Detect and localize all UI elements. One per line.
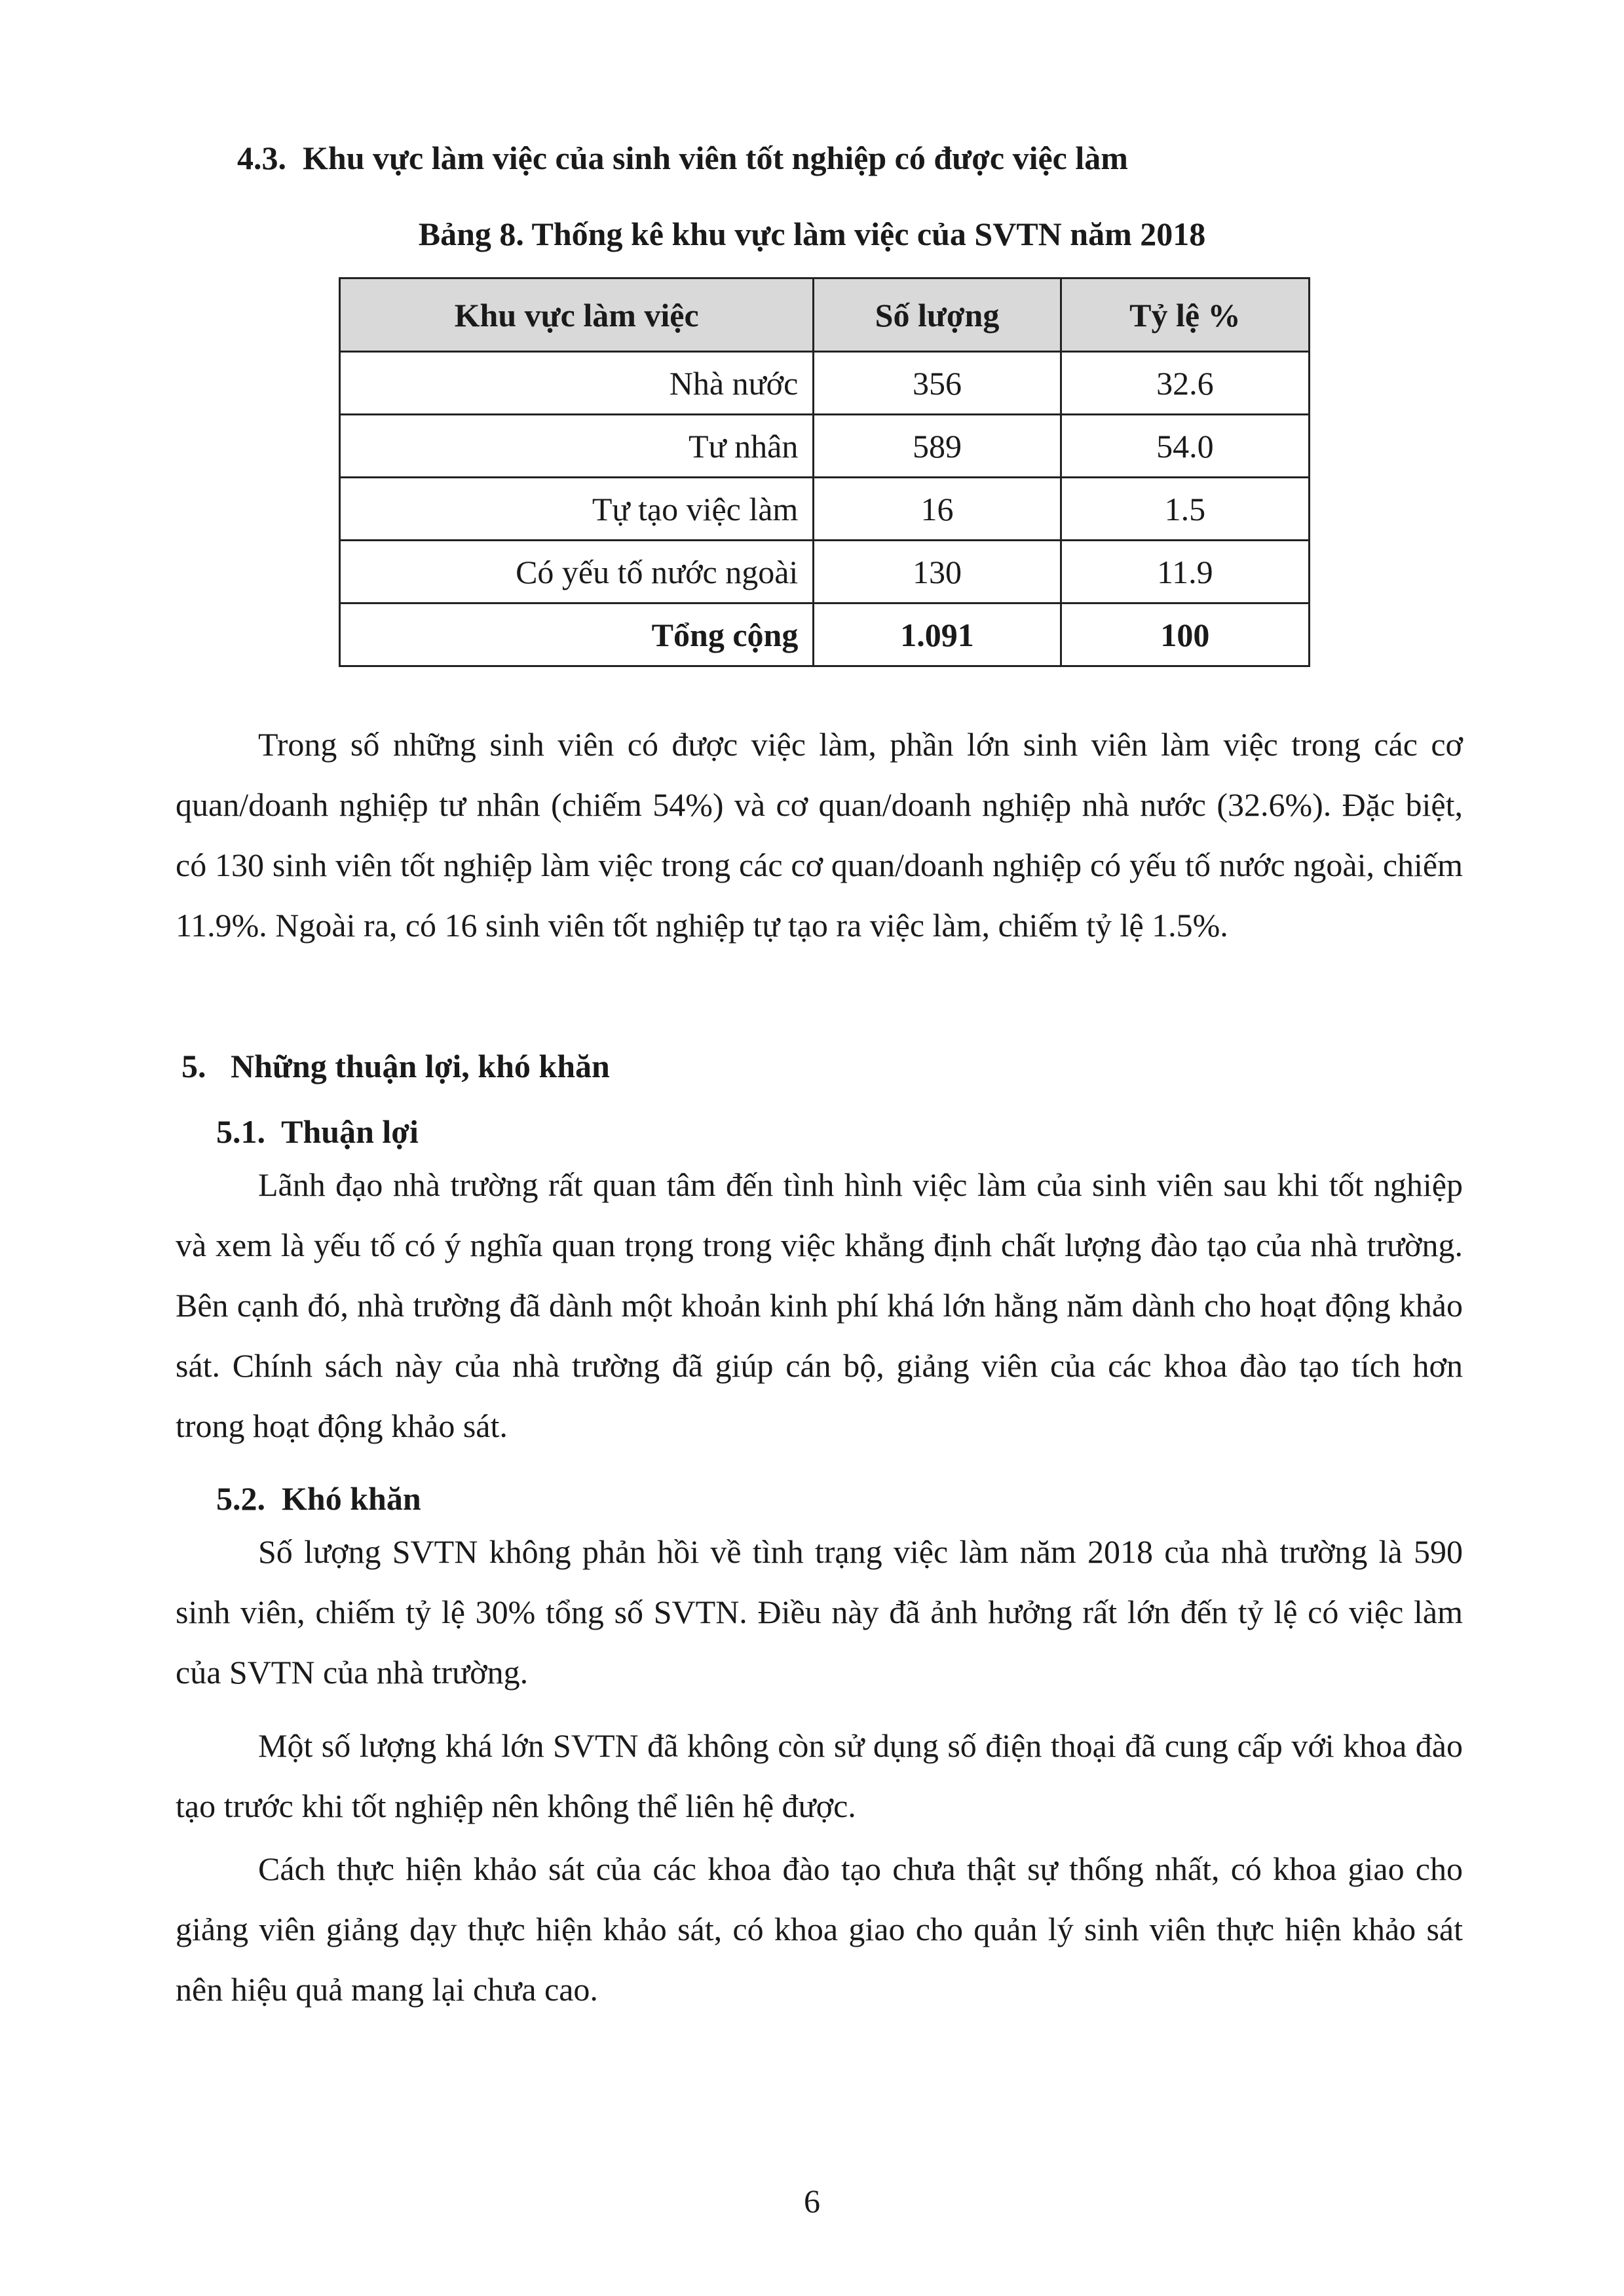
- page-number: 6: [804, 2183, 820, 2219]
- area-cell: Tự tạo việc làm: [340, 478, 814, 541]
- table-row: [340, 352, 1310, 415]
- paragraph-5-2-b: Một số lượng khá lớn SVTN đã không còn sử dụng số điện thoại đã cung cấp với khoa đào tạo trước khi tốt nghiệp nên không thể liên hệ được.: [176, 1727, 1463, 1824]
- section-title: Những thuận lợi, khó khăn: [231, 1048, 610, 1084]
- section-title: Thuận lợi: [281, 1113, 419, 1150]
- count-cell: 16: [814, 478, 1061, 541]
- area-cell: Nhà nước: [340, 352, 814, 415]
- section-title: Khu vực làm việc của sinh viên tốt nghiệp có được việc làm: [303, 140, 1128, 176]
- table-header-row: [340, 278, 1310, 352]
- table-row: [340, 478, 1310, 541]
- section-5-2-heading: [216, 1479, 421, 1518]
- section-title: Khó khăn: [282, 1480, 421, 1517]
- section-number: 5.1.: [216, 1113, 265, 1150]
- paragraph-5-2-a: Số lượng SVTN không phản hồi về tình trạng việc làm năm 2018 của nhà trường là 590 sinh viên, chiếm tỷ lệ 30% tổng số SVTN. Điều này đã ảnh hưởng rất lớn đến tỷ lệ có việc làm của SVTN của nhà trường.: [176, 1533, 1463, 1691]
- section-number: 5.2.: [216, 1480, 265, 1517]
- column-header: Tỷ lệ %: [1061, 278, 1309, 352]
- percent-cell: 11.9: [1061, 541, 1309, 603]
- paragraph-5-2-c: Cách thực hiện khảo sát của các khoa đào tạo chưa thật sự thống nhất, có khoa giao cho giảng viên giảng dạy thực hiện khảo sát, có khoa giao cho quản lý sinh viên thực hiện khảo sát nên hiệu quả mang lại chưa cao.: [176, 1850, 1463, 2008]
- area-cell: Có yếu tố nước ngoài: [340, 541, 814, 603]
- section-5-1-heading: [216, 1112, 419, 1151]
- section-number: 5.: [181, 1048, 206, 1084]
- column-header: Số lượng: [814, 278, 1061, 352]
- table-caption: Bảng 8. Thống kê khu vực làm việc của SVTN năm 2018: [418, 216, 1206, 252]
- total-percent-cell: 100: [1061, 603, 1309, 666]
- table-total-row: [340, 603, 1310, 666]
- section-5-heading: [181, 1046, 610, 1086]
- count-cell: 130: [814, 541, 1061, 603]
- total-count-cell: 1.091: [814, 603, 1061, 666]
- table-row: [340, 415, 1310, 478]
- work-area-table: [339, 277, 1310, 667]
- percent-cell: 32.6: [1061, 352, 1309, 415]
- section-4-3-heading: [237, 138, 1128, 178]
- percent-cell: 1.5: [1061, 478, 1309, 541]
- paragraph-4-3: Trong số những sinh viên có được việc làm, phần lớn sinh viên làm việc trong các cơ quan/doanh nghiệp tư nhân (chiếm 54%) và cơ quan/doanh nghiệp nhà nước (32.6%). Đặc biệt, có 130 sinh viên tốt nghiệp làm việc trong các cơ quan/doanh nghiệp có yếu tố nước ngoài, chiếm 11.9%. Ngoài ra, có 16 sinh viên tốt nghiệp tự tạo ra việc làm, chiếm tỷ lệ 1.5%.: [176, 726, 1463, 944]
- paragraph-5-1: Lãnh đạo nhà trường rất quan tâm đến tình hình việc làm của sinh viên sau khi tốt nghiệp và xem là yếu tố có ý nghĩa quan trọng trong việc khẳng định chất lượng đào tạo của nhà trường. Bên cạnh đó, nhà trường đã dành một khoản kinh phí khá lớn hằng năm dành cho hoạt động khảo sát. Chính sách này của nhà trường đã giúp cán bộ, giảng viên của các khoa đào tạo tích hơn trong hoạt động khảo sát.: [176, 1166, 1463, 1444]
- percent-cell: 54.0: [1061, 415, 1309, 478]
- total-label-cell: Tổng cộng: [340, 603, 814, 666]
- count-cell: 589: [814, 415, 1061, 478]
- area-cell: Tư nhân: [340, 415, 814, 478]
- section-number: 4.3.: [237, 140, 286, 176]
- column-header: Khu vực làm việc: [340, 278, 814, 352]
- table-row: [340, 541, 1310, 603]
- count-cell: 356: [814, 352, 1061, 415]
